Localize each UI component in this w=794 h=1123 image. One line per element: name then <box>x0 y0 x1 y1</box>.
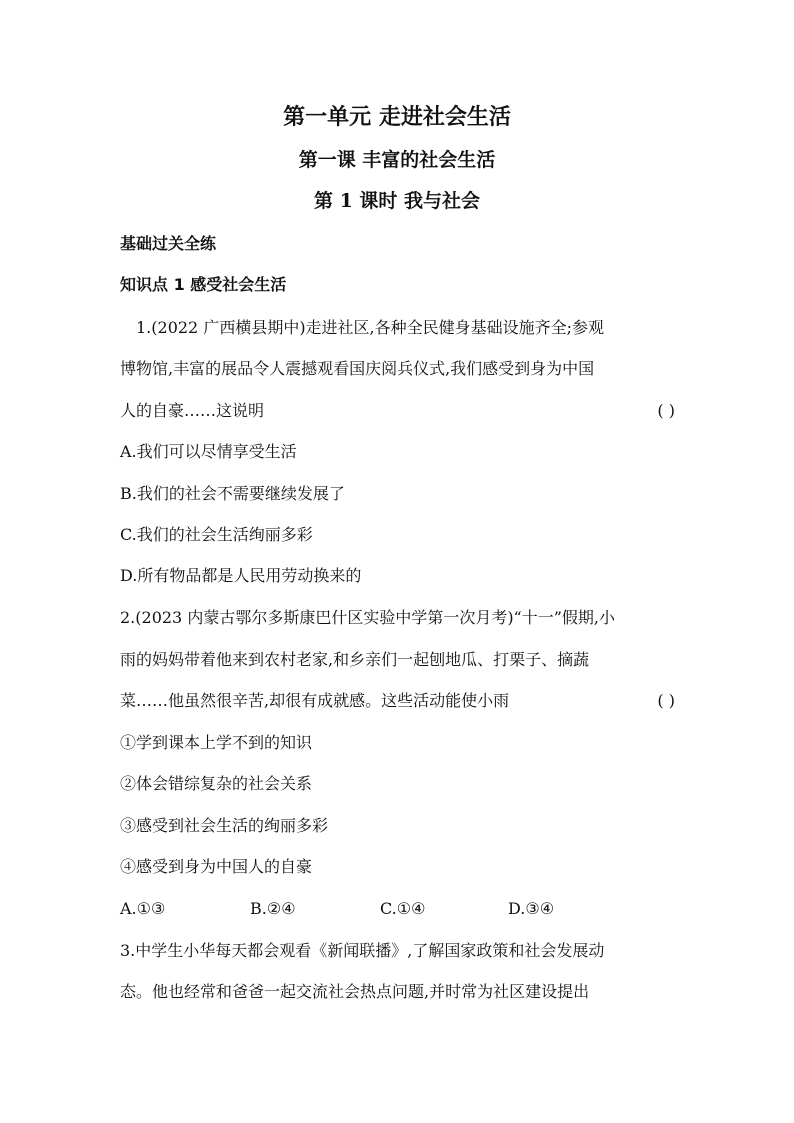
q1-stem-line-2: 博物馆,丰富的展品令人震撼观看国庆阅兵仪式,我们感受到身为中国 <box>120 359 595 378</box>
q2-choice-d: D.③④ <box>508 899 555 918</box>
q2-stem-line-1: 2.(2023 内蒙古鄂尔多斯康巴什区实验中学第一次月考)“十一”假期,小 <box>120 608 616 627</box>
q2-choice-c: C.①④ <box>380 899 426 918</box>
q2-statement-2: ②体会错综复杂的社会关系 <box>120 774 313 793</box>
q3-stem-line-1: 3.中学生小华每天都会观看《新闻联播》,了解国家政策和社会发展动 <box>120 941 605 960</box>
q1-option-b: B.我们的社会不需要继续发展了 <box>120 484 345 503</box>
period-title: 第 1 课时 我与社会 <box>313 190 481 212</box>
q2-statement-4: ④感受到身为中国人的自豪 <box>120 857 313 876</box>
q1-stem-line-1: 1.(2022 广西横县期中)走进社区,各种全民健身基础设施齐全;参观 <box>136 318 605 337</box>
q1-answer-bracket: ( ) <box>657 401 675 420</box>
q1-option-d: D.所有物品都是人民用劳动换来的 <box>120 566 362 585</box>
q2-stem-line-2: 雨的妈妈带着他来到农村老家,和乡亲们一起刨地瓜、打栗子、摘蔬 <box>120 650 590 669</box>
q2-statement-3: ③感受到社会生活的绚丽多彩 <box>120 816 329 835</box>
knowledge-point-title: 知识点 1 感受社会生活 <box>120 275 287 294</box>
q1-option-c: C.我们的社会生活绚丽多彩 <box>120 525 313 544</box>
q3-stem-line-2: 态。他也经常和爸爸一起交流社会热点问题,并时常为社区建设提出 <box>120 982 590 1001</box>
unit-title: 第一单元 走进社会生活 <box>283 104 511 130</box>
q2-choice-a: A.①③ <box>120 899 166 918</box>
q2-answer-bracket: ( ) <box>657 691 675 710</box>
q2-stem-line-3 <box>120 690 675 712</box>
q1-option-a: A.我们可以尽情享受生活 <box>120 442 297 461</box>
q2-choices-row <box>120 898 675 920</box>
q2-statement-1: ①学到课本上学不到的知识 <box>120 733 313 752</box>
q1-stem-text: 人的自豪……这说明 <box>120 401 265 420</box>
section-title: 基础过关全练 <box>120 234 217 253</box>
q2-choice-b: B.②④ <box>250 899 296 918</box>
q2-stem-text: 菜……他虽然很辛苦,却很有成就感。这些活动能使小雨 <box>120 691 510 710</box>
lesson-title: 第一课 丰富的社会生活 <box>298 149 496 171</box>
q1-stem-line-3 <box>120 400 675 422</box>
